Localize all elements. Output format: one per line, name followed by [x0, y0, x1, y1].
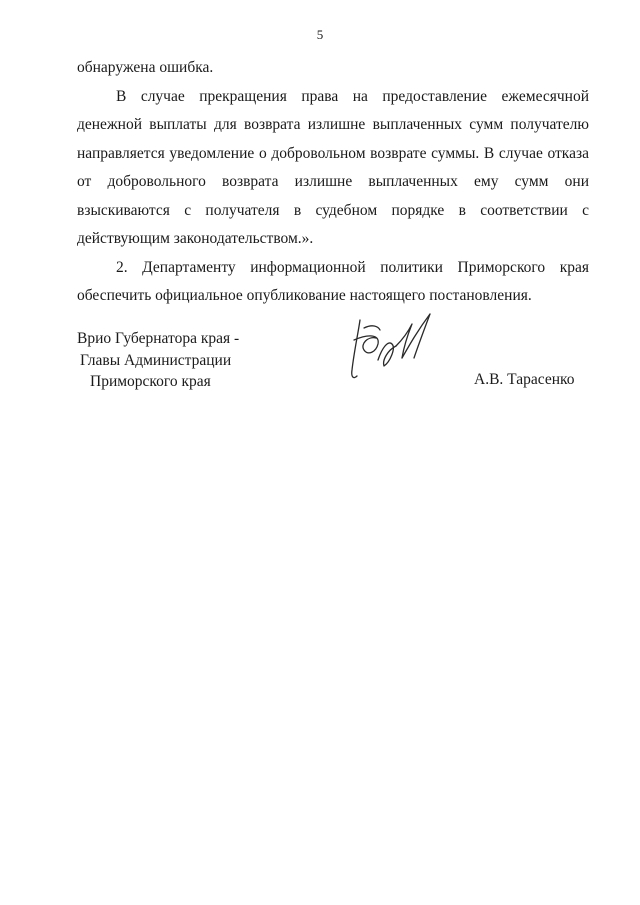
- page-number: 5: [316, 27, 324, 42]
- document-body: [77, 54, 589, 311]
- paragraph-publication-order: 2. Департаменту информационной политики Приморского края обеспечить официальное опубликование настоящего постановления.: [77, 258, 589, 304]
- signatory-title: [77, 328, 239, 393]
- signatory-title-line: Врио Губернатора края -: [77, 330, 240, 347]
- signatory-title-line: Приморского края: [90, 373, 211, 390]
- signer-name: А.В. Тарасенко: [474, 371, 575, 388]
- signatory-title-line: Главы Администрации: [80, 351, 232, 369]
- paragraph-refund-notice: В случае прекращения права на предоставление ежемесячной денежной выплаты для возврата излишне выплаченных сумм получателю направляется уведомление о добровольном возврате суммы. В случае отказа от добровольного возврата излишне выплаченных ему сумм они взыскиваются с получателя в судебном порядке в соответствии с действующим законодательством.».: [77, 87, 589, 247]
- handwritten-signature: [338, 300, 438, 388]
- paragraph-continuation: обнаружена ошибка.: [77, 59, 214, 76]
